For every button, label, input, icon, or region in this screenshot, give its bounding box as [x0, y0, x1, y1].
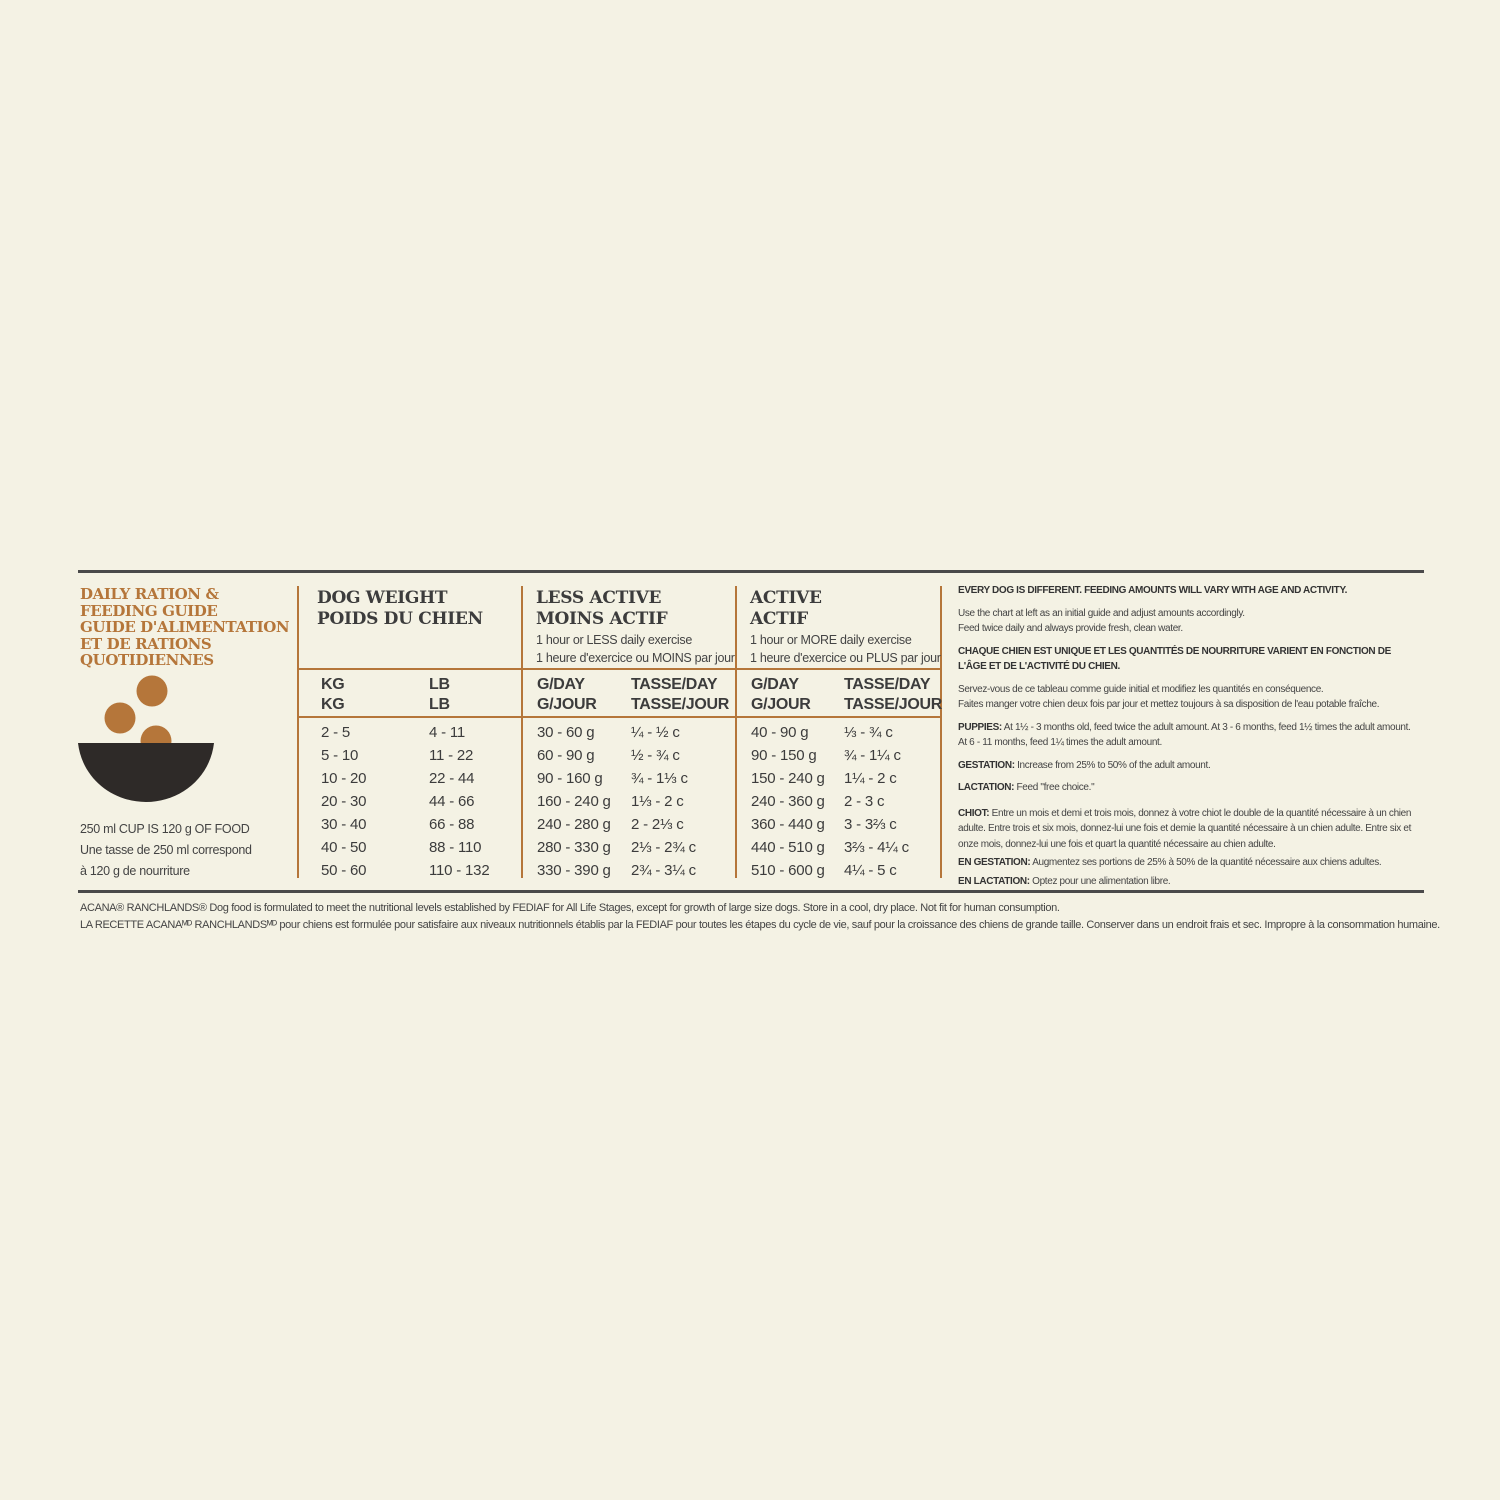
table-cell-active-cup: 2 - 3 c [844, 793, 885, 810]
table-cell-active-cup: 4¼ - 5 c [844, 862, 897, 879]
bottom-rule [78, 890, 1424, 893]
active-gday-unit-header: G/DAY G/JOUR [751, 676, 811, 713]
dog-weight-header: DOG WEIGHT POIDS DU CHIEN [317, 588, 483, 629]
table-cell-kg: 20 - 30 [321, 793, 367, 810]
table-cell-lb: 22 - 44 [429, 770, 475, 787]
en-notes-line: Use the chart at left as an initial guide and adjust amounts accordingly. [958, 607, 1245, 619]
table-cell-lb: 11 - 22 [429, 747, 474, 764]
lb-unit-header: LB LB [429, 676, 450, 713]
top-rule [78, 570, 1424, 573]
table-cell-active-cup: 3⅔ - 4¼ c [844, 839, 909, 856]
table-cell-less-g: 90 - 160 g [537, 770, 603, 787]
table-cell-less-g: 160 - 240 g [537, 793, 611, 810]
active-subtitle: 1 hour or MORE daily exercise 1 heure d'exercice ou PLUS par jour [750, 633, 941, 665]
table-cell-active-cup: 3 - 3⅔ c [844, 816, 897, 833]
table-cell-kg: 50 - 60 [321, 862, 367, 879]
en-gestation-note: EN GESTATION: Augmentez ses portions de 25% à 50% de la quantité nécessaire aux chiens adultes. [958, 857, 1382, 868]
feeding-guide-title: DAILY RATION & FEEDING GUIDE GUIDE D'ALIMENTATION ET DE RATIONS QUOTIDIENNES [80, 585, 290, 669]
table-cell-active-g: 440 - 510 g [751, 839, 825, 856]
kg-unit-header: KG KG [321, 676, 345, 713]
table-cell-active-g: 90 - 150 g [751, 747, 817, 764]
fr-notes-heading: CHAQUE CHIEN EST UNIQUE ET LES QUANTITÉS DE NOURRITURE VARIENT EN FONCTION DE L'ÂGE ET DE L'ACTIVITÉ DU CHIEN. [958, 645, 1391, 672]
table-cell-active-g: 510 - 600 g [751, 862, 825, 879]
legal-footer [80, 900, 1440, 934]
table-cell-less-g: 30 - 60 g [537, 724, 595, 741]
unit-divider [297, 716, 942, 718]
table-cell-less-cup: 2¾ - 3¼ c [631, 862, 696, 879]
en-notes-line: Feed twice daily and always provide fresh, clean water. [958, 623, 1183, 634]
table-cell-lb: 88 - 110 [429, 839, 482, 856]
table-cell-kg: 10 - 20 [321, 770, 367, 787]
table-cell-lb: 66 - 88 [429, 816, 475, 833]
table-cell-kg: 5 - 10 [321, 747, 359, 764]
column-divider [940, 586, 942, 878]
table-cell-active-cup: ⅓ - ¾ c [844, 724, 893, 741]
table-cell-kg: 30 - 40 [321, 816, 367, 833]
lactation-note: LACTATION: Feed "free choice." [958, 782, 1095, 793]
table-cell-less-g: 240 - 280 g [537, 816, 611, 833]
table-cell-less-g: 330 - 390 g [537, 862, 611, 879]
active-header: ACTIVE ACTIF [750, 588, 822, 629]
chiot-note: CHIOT: Entre un mois et demi et trois mois, donnez à votre chiot le double de la quantité nécessaire à un chien adulte. Entre trois et six mois, donnez-lui une fois et demie la quantité nécessaire à un chien adulte. Entre six et onze mois, donnez-lui une fois et quart la quantité nécessaire au chien adulte. [958, 807, 1412, 850]
cup-measure-note: 250 ml CUP IS 120 g OF FOOD Une tasse de 250 ml correspond à 120 g de nourriture [80, 822, 252, 878]
less-gday-unit-header: G/DAY G/JOUR [537, 676, 597, 713]
less-active-header: LESS ACTIVE MOINS ACTIF [536, 588, 668, 629]
table-cell-active-g: 40 - 90 g [751, 724, 809, 741]
fr-notes-line: Faites manger votre chien deux fois par jour et mettez toujours à sa disposition de l'eau potable fraîche. [958, 699, 1380, 710]
food-bowl-icon [76, 670, 218, 806]
active-cup-unit-header: TASSE/DAY TASSE/JOUR [844, 676, 943, 713]
table-cell-kg: 40 - 50 [321, 839, 367, 856]
table-cell-kg: 2 - 5 [321, 724, 351, 741]
table-cell-less-cup: 2⅓ - 2¾ c [631, 839, 696, 856]
column-divider [735, 586, 737, 878]
table-cell-active-g: 240 - 360 g [751, 793, 825, 810]
table-cell-less-cup: ½ - ¾ c [631, 747, 680, 764]
table-cell-less-cup: ¼ - ½ c [631, 724, 680, 741]
fr-notes-line: Servez-vous de ce tableau comme guide initial et modifiez les quantités en conséquence. [958, 683, 1324, 695]
puppies-note: PUPPIES: At 1½ - 3 months old, feed twice the adult amount. At 3 - 6 months, feed 1½ times the adult amount. At 6 - 11 months, feed 1¼ times the adult amount. [958, 721, 1411, 748]
table-cell-active-g: 150 - 240 g [751, 770, 825, 787]
table-cell-less-g: 60 - 90 g [537, 747, 595, 764]
table-cell-less-g: 280 - 330 g [537, 839, 611, 856]
table-cell-less-cup: 2 - 2⅓ c [631, 816, 684, 833]
table-cell-active-cup: ¾ - 1¼ c [844, 747, 901, 764]
less-active-subtitle: 1 hour or LESS daily exercise 1 heure d'exercice ou MOINS par jour [536, 633, 735, 665]
en-notes-heading: EVERY DOG IS DIFFERENT. FEEDING AMOUNTS WILL VARY WITH AGE AND ACTIVITY. [958, 585, 1348, 596]
table-cell-less-cup: 1⅓ - 2 c [631, 793, 684, 810]
feeding-notes [958, 583, 1416, 889]
table-cell-active-g: 360 - 440 g [751, 816, 825, 833]
en-lactation-note: EN LACTATION: Optez pour une alimentation libre. [958, 875, 1171, 887]
kibble-icon [137, 676, 168, 707]
less-cup-unit-header: TASSE/DAY TASSE/JOUR [631, 676, 730, 713]
footer-english: ACANA® RANCHLANDS® Dog food is formulated to meet the nutritional levels established by FEDIAF for All Life Stages, except for growth of large size dogs. Store in a cool, dry place. Not fit for human consumption. [80, 902, 1060, 914]
table-cell-lb: 110 - 132 [429, 862, 490, 879]
kibble-icon [105, 703, 136, 734]
table-cell-active-cup: 1¼ - 2 c [844, 770, 897, 787]
footer-french: LA RECETTE ACANAᴹᴰ RANCHLANDSᴹᴰ pour chiens est formulée pour satisfaire aux niveaux nutritionnels établis par la FEDIAF pour toutes les étapes du cycle de vie, sauf pour la croissance des chiens de grande taille. Conserver dans un endroit frais et sec. Impropre à la consommation humaine. [80, 919, 1440, 931]
header-divider [297, 668, 942, 670]
table-cell-lb: 4 - 11 [429, 724, 466, 741]
gestation-note: GESTATION: Increase from 25% to 50% of the adult amount. [958, 759, 1211, 771]
table-cell-lb: 44 - 66 [429, 793, 475, 810]
column-divider [521, 586, 523, 878]
table-cell-less-cup: ¾ - 1⅓ c [631, 770, 688, 787]
